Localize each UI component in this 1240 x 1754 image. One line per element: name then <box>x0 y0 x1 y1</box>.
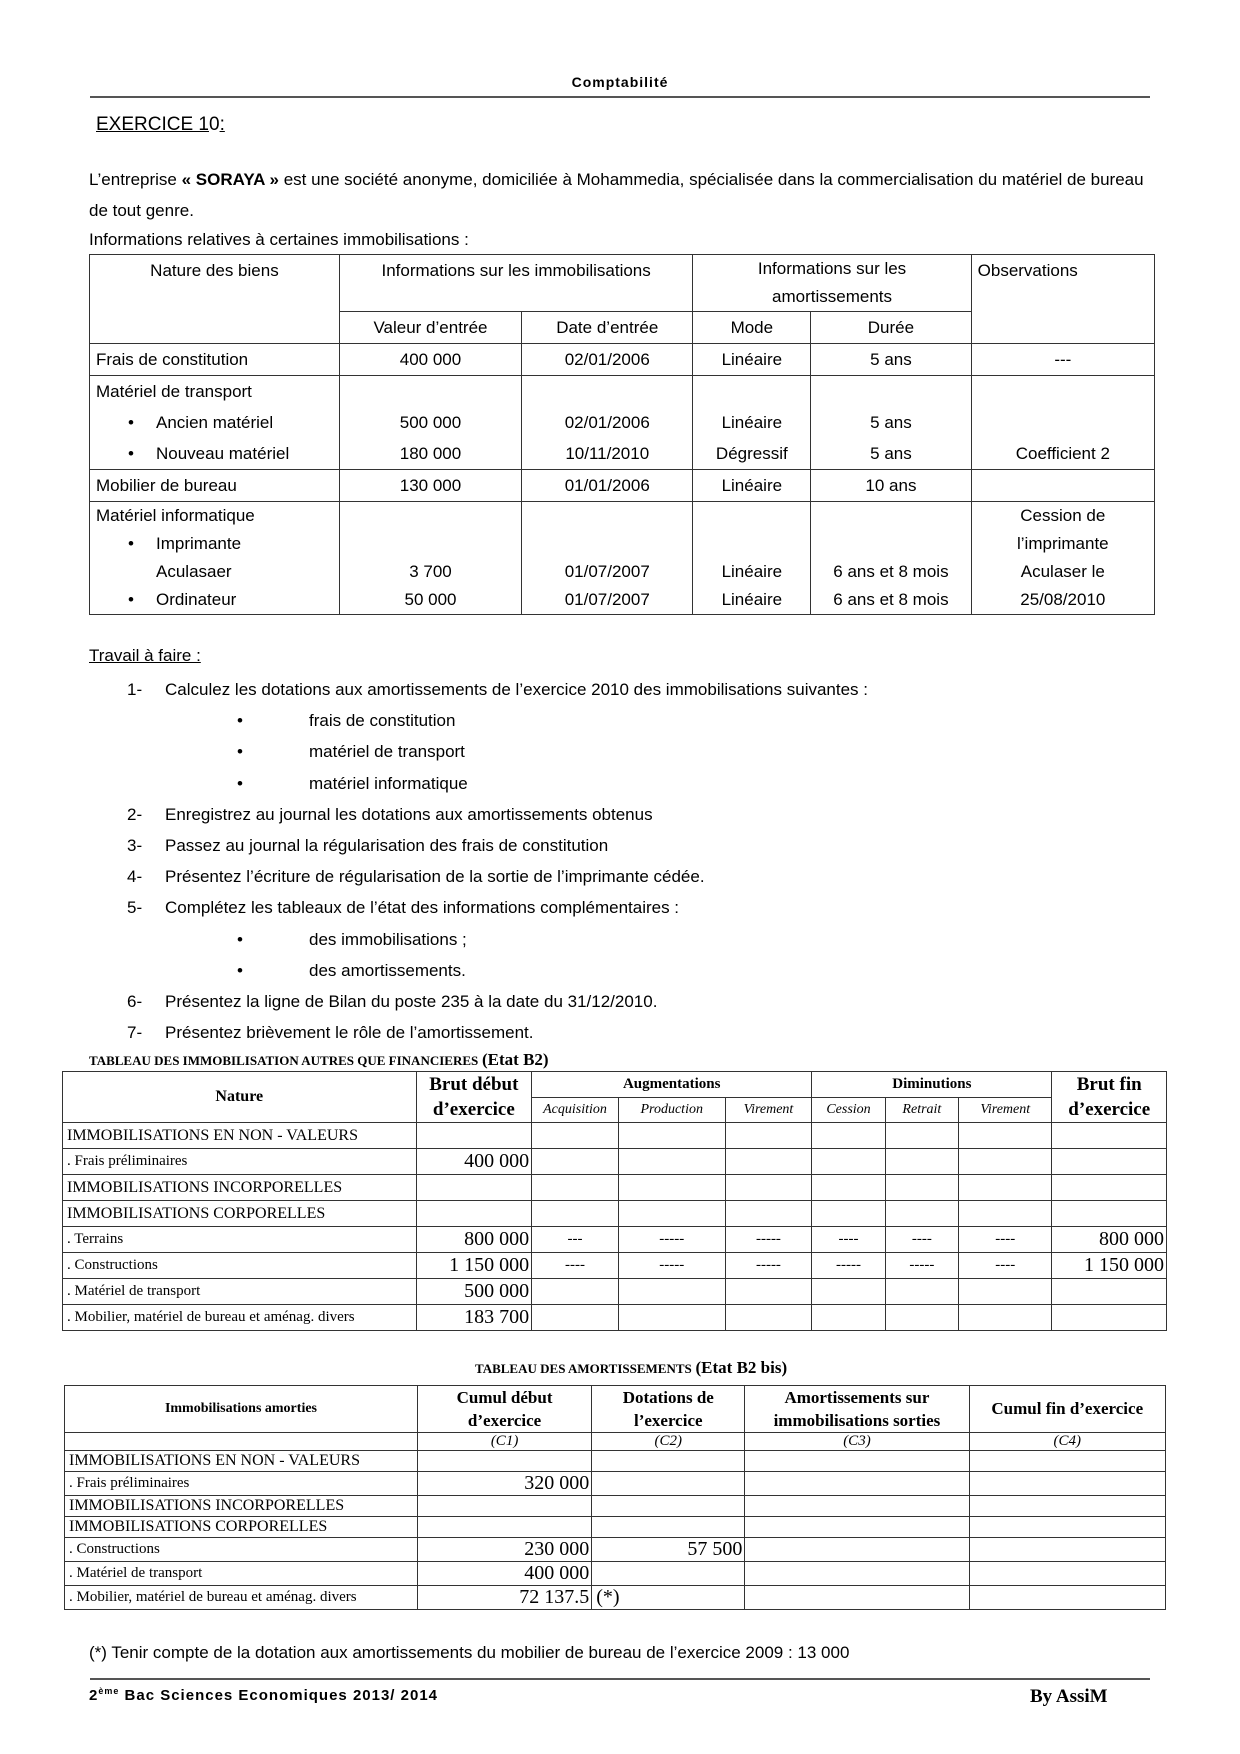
cell-movement <box>532 1123 619 1149</box>
value: Aculaser le <box>1020 562 1105 581</box>
cell-movement <box>618 1175 725 1201</box>
header-observations: Observations <box>971 255 1154 344</box>
value: 50 000 <box>404 590 457 609</box>
table-header-row <box>90 255 1155 312</box>
cell-movement <box>618 1201 725 1227</box>
subitem-text: matériel informatique <box>309 773 468 793</box>
table-row <box>90 470 1155 502</box>
exercise-title-num: 0 <box>208 114 220 135</box>
subitem-text: matériel de transport <box>309 742 465 762</box>
cell-c3 <box>745 1517 969 1538</box>
todo-item <box>127 799 868 830</box>
cell-movement <box>725 1175 812 1201</box>
section-row <box>65 1496 1166 1517</box>
cell-duree <box>811 376 971 470</box>
cell-movement <box>532 1175 619 1201</box>
cell-brut-debut <box>416 1201 532 1227</box>
cell-movement <box>812 1305 885 1331</box>
group-label: Matériel de transport <box>96 382 252 401</box>
bullet-icon: • <box>128 534 134 553</box>
table-row <box>63 1279 1167 1305</box>
cell-movement <box>885 1149 958 1175</box>
cell-mode <box>693 376 811 470</box>
header-line: Cumul début <box>456 1388 553 1407</box>
header-mode: Mode <box>693 312 811 344</box>
todo-item <box>127 892 868 923</box>
value: Cession de <box>1020 506 1106 525</box>
table-row <box>65 1472 1166 1496</box>
bullet-icon: • <box>128 444 134 463</box>
header-line: Brut fin <box>1076 1074 1142 1095</box>
b2-title-paren: (Etat B2) <box>482 1050 549 1069</box>
table-row <box>63 1149 1167 1175</box>
header-brut-debut <box>416 1072 532 1123</box>
cell-brut-debut: 400 000 <box>416 1149 532 1175</box>
cell-brut-debut: 183 700 <box>416 1305 532 1331</box>
b2bis-title-paren: (Etat B2 bis) <box>695 1358 788 1377</box>
cell-movement: ---- <box>885 1227 958 1253</box>
header-immo-info: Informations sur les immobilisations <box>339 255 693 312</box>
value: 500 000 <box>399 413 462 432</box>
cell-c1 <box>417 1517 591 1538</box>
cell-obs <box>971 470 1154 502</box>
cell-c4 <box>969 1496 1165 1517</box>
exercise-title-main: EXERCICE 1 <box>96 114 209 135</box>
header-c4: Cumul fin d’exercice <box>969 1386 1165 1433</box>
subitem-text: des immobilisations ; <box>309 929 467 949</box>
exercise-title <box>96 114 225 136</box>
row-label <box>90 376 340 470</box>
code-c3: (C3) <box>745 1433 969 1451</box>
header-c2 <box>592 1386 745 1433</box>
header-divider <box>90 96 1150 98</box>
cell-movement: ----- <box>618 1227 725 1253</box>
row-label: Frais de constitution <box>90 344 340 376</box>
todo-subitem <box>127 924 868 955</box>
value: 6 ans et 8 mois <box>833 562 949 581</box>
todo-item <box>127 830 868 861</box>
subitem-text: frais de constitution <box>309 711 456 731</box>
intro-post: est une société anonyme, domiciliée à Mohammedia, spécialisée dans la commercialisation du matériel de bureau de tout genre. <box>89 170 1144 220</box>
row-label: . Mobilier, matériel de bureau et aménag. divers <box>63 1305 417 1331</box>
intro-pre: L’entreprise <box>89 170 182 189</box>
cell-brut-fin <box>1052 1305 1167 1331</box>
header-c1 <box>417 1386 591 1433</box>
b2-title <box>89 1050 549 1070</box>
table-row <box>90 502 1155 615</box>
header-immo: Immobilisations amorties <box>65 1386 418 1433</box>
cell-movement <box>812 1149 885 1175</box>
item-num: 4- <box>127 867 143 887</box>
value: l’imprimante <box>1017 534 1109 553</box>
row-label: IMMOBILISATIONS EN NON - VALEURS <box>63 1123 417 1149</box>
value: 6 ans et 8 mois <box>833 590 949 609</box>
cell-movement: ----- <box>885 1253 958 1279</box>
item-text: Passez au journal la régularisation des frais de constitution <box>165 836 609 856</box>
cell-c2: 57 500 <box>592 1538 745 1562</box>
cell-movement <box>885 1201 958 1227</box>
cell-c2 <box>592 1517 745 1538</box>
level-sup: ème <box>98 1686 120 1696</box>
cell-brut-debut: 1 150 000 <box>416 1253 532 1279</box>
code-c2: (C2) <box>592 1433 745 1451</box>
table-header-row <box>65 1386 1166 1433</box>
value: 10/11/2010 <box>565 444 650 463</box>
bullet-icon: • <box>128 413 134 432</box>
footer-level <box>89 1686 438 1704</box>
row-label <box>90 502 340 615</box>
header-line: d’exercice <box>432 1099 515 1120</box>
cell-c4 <box>969 1562 1165 1586</box>
table-row <box>65 1562 1166 1586</box>
item-text: Présentez la ligne de Bilan du poste 235 à la date du 31/12/2010. <box>165 992 658 1012</box>
header-nature: Nature <box>63 1072 417 1123</box>
cell-movement: --- <box>532 1227 619 1253</box>
cell-duree: 10 ans <box>811 470 971 502</box>
header-duree: Durée <box>811 312 971 344</box>
assets-info-table <box>89 254 1155 615</box>
value: Coefficient 2 <box>1015 444 1110 463</box>
cell-movement <box>959 1279 1052 1305</box>
cell-movement <box>812 1201 885 1227</box>
cell-movement <box>885 1175 958 1201</box>
cell-movement <box>532 1305 619 1331</box>
cell-date: 02/01/2006 <box>522 344 693 376</box>
row-label: . Terrains <box>63 1227 417 1253</box>
todo-list <box>127 674 868 1048</box>
cell-c2 <box>592 1496 745 1517</box>
item-text: Complétez les tableaux de l’état des informations complémentaires : <box>165 898 680 918</box>
exercise-title-colon: : <box>219 114 225 135</box>
cell-movement <box>959 1149 1052 1175</box>
value: 02/01/2006 <box>564 413 650 432</box>
header-virement-aug: Virement <box>725 1097 812 1123</box>
footer-divider <box>90 1678 1150 1680</box>
item-num: 2- <box>127 804 143 824</box>
section-row <box>65 1451 1166 1472</box>
header-cession: Cession <box>812 1097 885 1123</box>
cell-c3 <box>745 1538 969 1562</box>
row-label: . Constructions <box>65 1538 418 1562</box>
code-c1: (C1) <box>417 1433 591 1451</box>
section-row <box>63 1123 1167 1149</box>
b2-immobilisations-table <box>62 1071 1167 1331</box>
row-label: . Matériel de transport <box>65 1562 418 1586</box>
cell-c4 <box>969 1472 1165 1496</box>
cell-mode <box>693 502 811 615</box>
row-label: Mobilier de bureau <box>90 470 340 502</box>
cell-c2 <box>592 1451 745 1472</box>
cell-brut-fin <box>1052 1149 1167 1175</box>
row-label: IMMOBILISATIONS INCORPORELLES <box>65 1496 418 1517</box>
cell-c1: 320 000 <box>417 1472 591 1496</box>
cell-date <box>522 376 693 470</box>
row-label: IMMOBILISATIONS INCORPORELLES <box>63 1175 417 1201</box>
cell-c2 <box>592 1472 745 1496</box>
b2bis-title-main: TABLEAU DES AMORTISSEMENTS <box>475 1361 692 1376</box>
b2-title-main: TABLEAU DES IMMOBILISATION AUTRES QUE FINANCIERES <box>89 1053 479 1068</box>
item-num: 5- <box>127 898 143 918</box>
code-empty <box>65 1433 418 1451</box>
cell-movement: ----- <box>725 1227 812 1253</box>
cell-mode: Linéaire <box>693 344 811 376</box>
table-row <box>65 1586 1166 1610</box>
cell-movement: ---- <box>812 1227 885 1253</box>
value: 3 700 <box>409 562 452 581</box>
cell-date: 01/01/2006 <box>522 470 693 502</box>
header-line: Brut début <box>429 1074 519 1095</box>
cell-duree: 5 ans <box>811 344 971 376</box>
header-line: l’exercice <box>633 1411 703 1430</box>
section-row <box>63 1175 1167 1201</box>
bullet-icon: • <box>237 929 243 949</box>
header-line: d’exercice <box>467 1411 542 1430</box>
table-row <box>63 1227 1167 1253</box>
value: 180 000 <box>399 444 462 463</box>
cell-movement <box>618 1149 725 1175</box>
value: 01/07/2007 <box>564 562 650 581</box>
b2bis-amortissements-table <box>64 1385 1166 1610</box>
cell-movement <box>812 1175 885 1201</box>
value: 01/07/2007 <box>564 590 650 609</box>
cell-movement: ----- <box>725 1253 812 1279</box>
cell-brut-fin <box>1052 1201 1167 1227</box>
value: 5 ans <box>870 413 912 432</box>
item-num: 6- <box>127 992 143 1012</box>
cell-movement <box>725 1123 812 1149</box>
cell-movement <box>959 1123 1052 1149</box>
cell-movement <box>532 1279 619 1305</box>
item-num: 7- <box>127 1023 143 1043</box>
header-virement-dim: Virement <box>959 1097 1052 1123</box>
company-name: « SORAYA » <box>181 170 279 189</box>
row-label: . Constructions <box>63 1253 417 1279</box>
cell-c2 <box>592 1562 745 1586</box>
cell-movement <box>725 1201 812 1227</box>
cell-movement <box>812 1123 885 1149</box>
row-label: . Frais préliminaires <box>63 1149 417 1175</box>
cell-duree <box>811 502 971 615</box>
todo-item <box>127 674 868 705</box>
table-row <box>90 344 1155 376</box>
cell-movement <box>532 1149 619 1175</box>
header-c3 <box>745 1386 969 1433</box>
value: Linéaire <box>721 562 783 581</box>
header-diminutions: Diminutions <box>812 1072 1052 1098</box>
cell-valeur <box>339 376 521 470</box>
sub-label: Nouveau matériel <box>156 444 290 463</box>
item-text: Présentez l’écriture de régularisation de la sortie de l’imprimante cédée. <box>165 867 705 887</box>
todo-title: Travail à faire : <box>89 646 201 665</box>
table-row <box>63 1305 1167 1331</box>
cell-valeur: 400 000 <box>339 344 521 376</box>
code-c4: (C4) <box>969 1433 1165 1451</box>
cell-c3 <box>745 1562 969 1586</box>
cell-valeur <box>339 502 521 615</box>
row-label: IMMOBILISATIONS CORPORELLES <box>65 1517 418 1538</box>
sub-label: Ordinateur <box>156 590 237 609</box>
cell-brut-fin <box>1052 1279 1167 1305</box>
cell-movement <box>725 1149 812 1175</box>
info-label: Informations relatives à certaines immobilisations : <box>89 230 469 249</box>
cell-movement <box>885 1279 958 1305</box>
header-line: Dotations de <box>622 1388 714 1407</box>
cell-c3 <box>745 1451 969 1472</box>
todo-subitem <box>127 768 868 799</box>
cell-c4 <box>969 1451 1165 1472</box>
page-header-subject: Comptabilité <box>571 74 669 90</box>
cell-movement <box>959 1201 1052 1227</box>
cell-brut-debut <box>416 1123 532 1149</box>
todo-item <box>127 1017 868 1048</box>
row-label: IMMOBILISATIONS EN NON - VALEURS <box>65 1451 418 1472</box>
cell-movement: ----- <box>618 1253 725 1279</box>
cell-obs <box>971 376 1154 470</box>
bullet-icon: • <box>237 773 243 793</box>
row-label: . Mobilier, matériel de bureau et aménag. divers <box>65 1586 418 1610</box>
cell-c1: 72 137.5 <box>417 1586 591 1610</box>
item-text: Présentez brièvement le rôle de l’amortissement. <box>165 1023 534 1043</box>
cell-obs <box>971 502 1154 615</box>
header-production: Production <box>618 1097 725 1123</box>
cell-c4 <box>969 1517 1165 1538</box>
table-row <box>63 1253 1167 1279</box>
header-retrait: Retrait <box>885 1097 958 1123</box>
value: Linéaire <box>721 413 783 432</box>
row-label: IMMOBILISATIONS CORPORELLES <box>63 1201 417 1227</box>
cell-movement <box>885 1305 958 1331</box>
cell-brut-fin: 1 150 000 <box>1052 1253 1167 1279</box>
table-header-row <box>63 1072 1167 1098</box>
cell-brut-fin <box>1052 1123 1167 1149</box>
header-line: Amortissements sur <box>784 1388 930 1407</box>
value: 25/08/2010 <box>1020 590 1106 609</box>
header-amort-info: Informations sur les amortissements <box>693 255 971 312</box>
cell-movement: ---- <box>959 1227 1052 1253</box>
header-line: d’exercice <box>1068 1099 1151 1120</box>
level-num: 2 <box>89 1687 99 1704</box>
cell-obs: --- <box>971 344 1154 376</box>
todo-item <box>127 986 868 1017</box>
item-num: 1- <box>127 680 143 699</box>
value: Linéaire <box>721 590 783 609</box>
value: Dégressif <box>715 444 788 463</box>
subitem-text: des amortissements. <box>309 960 466 980</box>
section-row <box>63 1201 1167 1227</box>
table-code-row <box>65 1433 1166 1451</box>
bullet-icon: • <box>128 590 134 609</box>
cell-mode: Linéaire <box>693 470 811 502</box>
bullet-icon: • <box>237 711 243 731</box>
footnote: (*) Tenir compte de la dotation aux amortissements du mobilier de bureau de l’exercice 2009 : 13 000 <box>89 1643 850 1662</box>
bullet-icon: • <box>237 960 243 980</box>
cell-c3 <box>745 1496 969 1517</box>
cell-date <box>522 502 693 615</box>
row-label: . Matériel de transport <box>63 1279 417 1305</box>
cell-movement <box>959 1305 1052 1331</box>
header-date: Date d’entrée <box>522 312 693 344</box>
b2bis-title <box>475 1358 787 1378</box>
header-line: immobilisations sorties <box>773 1411 941 1430</box>
cell-c3 <box>745 1472 969 1496</box>
cell-movement: ---- <box>532 1253 619 1279</box>
cell-c4 <box>969 1586 1165 1610</box>
sub-label: Imprimante <box>156 534 242 553</box>
cell-movement <box>532 1201 619 1227</box>
cell-c4 <box>969 1538 1165 1562</box>
group-label: Matériel informatique <box>96 506 255 525</box>
cell-c1: 230 000 <box>417 1538 591 1562</box>
intro-paragraph <box>89 164 1154 226</box>
item-num: 3- <box>127 836 143 856</box>
sub-label: Aculasaer <box>156 562 232 581</box>
cell-movement <box>618 1305 725 1331</box>
cell-c2: (*) <box>592 1586 745 1610</box>
header-brut-fin <box>1052 1072 1167 1123</box>
cell-brut-debut: 800 000 <box>416 1227 532 1253</box>
cell-c1 <box>417 1496 591 1517</box>
cell-movement <box>885 1123 958 1149</box>
todo-subitem <box>127 955 868 986</box>
todo-subitem <box>127 736 868 767</box>
todo-subitem <box>127 705 868 736</box>
table-row <box>65 1538 1166 1562</box>
bullet-icon: • <box>237 742 243 762</box>
cell-c3 <box>745 1586 969 1610</box>
todo-item <box>127 861 868 892</box>
cell-brut-fin: 800 000 <box>1052 1227 1167 1253</box>
cell-c1 <box>417 1451 591 1472</box>
cell-movement <box>725 1305 812 1331</box>
item-text: Enregistrez au journal les dotations aux amortissements obtenus <box>165 804 653 824</box>
cell-movement <box>812 1279 885 1305</box>
cell-movement <box>618 1279 725 1305</box>
cell-valeur: 130 000 <box>339 470 521 502</box>
footer-author: By AssiM <box>1030 1686 1108 1707</box>
value: 5 ans <box>870 444 912 463</box>
cell-brut-fin <box>1052 1175 1167 1201</box>
section-row <box>65 1517 1166 1538</box>
cell-movement <box>725 1279 812 1305</box>
table-row <box>90 376 1155 470</box>
item-text: Calculez les dotations aux amortissements de l’exercice 2010 des immobilisations suivantes : <box>165 680 869 699</box>
header-acquisition: Acquisition <box>532 1097 619 1123</box>
cell-movement <box>618 1123 725 1149</box>
sub-label: Ancien matériel <box>156 413 274 432</box>
cell-brut-debut <box>416 1175 532 1201</box>
cell-brut-debut: 500 000 <box>416 1279 532 1305</box>
header-nature: Nature des biens <box>90 255 340 344</box>
cell-c1: 400 000 <box>417 1562 591 1586</box>
header-valeur: Valeur d’entrée <box>339 312 521 344</box>
row-label: . Frais préliminaires <box>65 1472 418 1496</box>
cell-movement <box>959 1175 1052 1201</box>
level-text: Bac Sciences Economiques 2013/ 2014 <box>119 1687 439 1704</box>
cell-movement: ----- <box>812 1253 885 1279</box>
header-augmentations: Augmentations <box>532 1072 812 1098</box>
cell-movement: ---- <box>959 1253 1052 1279</box>
